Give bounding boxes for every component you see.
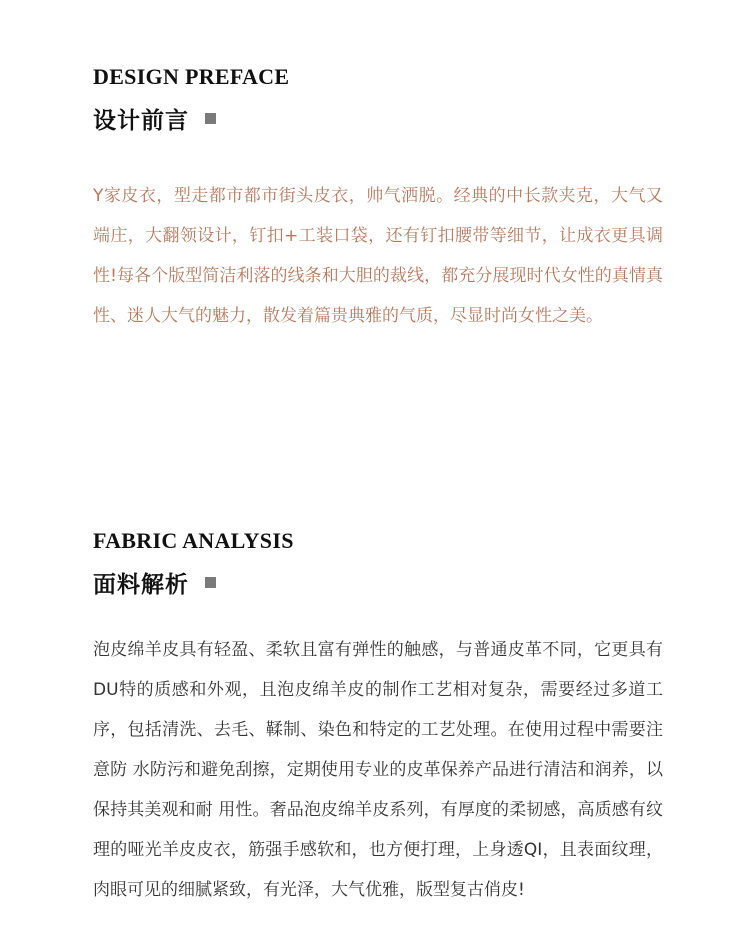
fabric-analysis-cn-title: 面料解析 [93,570,189,598]
fabric-analysis-section [93,526,663,910]
design-preface-paragraph: Y家皮衣，型走都市都市街头皮衣，帅气洒脱。经典的中长款夹克，大气又端庄，大翻领设计，钉扣+工装口袋，还有钉扣腰带等细节，让成衣更具调性!每各个版型简洁利落的线条和大胆的裁线，都充分展现时代女性的真情真性、迷人大气的魅力，散发着篇贵典雅的气质，尽显时尚女性之美。 [93,186,663,326]
fabric-analysis-en-title: FABRIC ANALYSIS [93,528,294,553]
square-icon [205,113,216,124]
fabric-analysis-cn-title-row [93,564,663,600]
square-icon [205,577,216,588]
design-preface-section [93,62,663,336]
design-preface-cn-title: 设计前言 [93,106,189,134]
design-preface-en-title: DESIGN PREFACE [93,64,290,89]
fabric-analysis-paragraph: 泡皮绵羊皮具有轻盈、柔软且富有弹性的触感，与普通皮革不同，它更具有DU特的质感和外观，且泡皮绵羊皮的制作工艺相对复杂，需要经过多道工序，包括清洗、去毛、鞣制、染色和特定的工艺处理。在使用过程中需要注意防 水防污和避免刮擦，定期使用专业的皮革保养产品进行清洁和润养，以保持其美观和耐 用性。奢品泡皮绵羊皮系列，有厚度的柔韧感，高质感有纹理的哑光羊皮皮衣，筋强手感软和，也方便打理，上身透QI，且表面纹理，肉眼可见的细腻紧致，有光泽，大气优雅，版型复古俏皮! [93,640,663,900]
design-preface-cn-title-row [93,100,663,136]
